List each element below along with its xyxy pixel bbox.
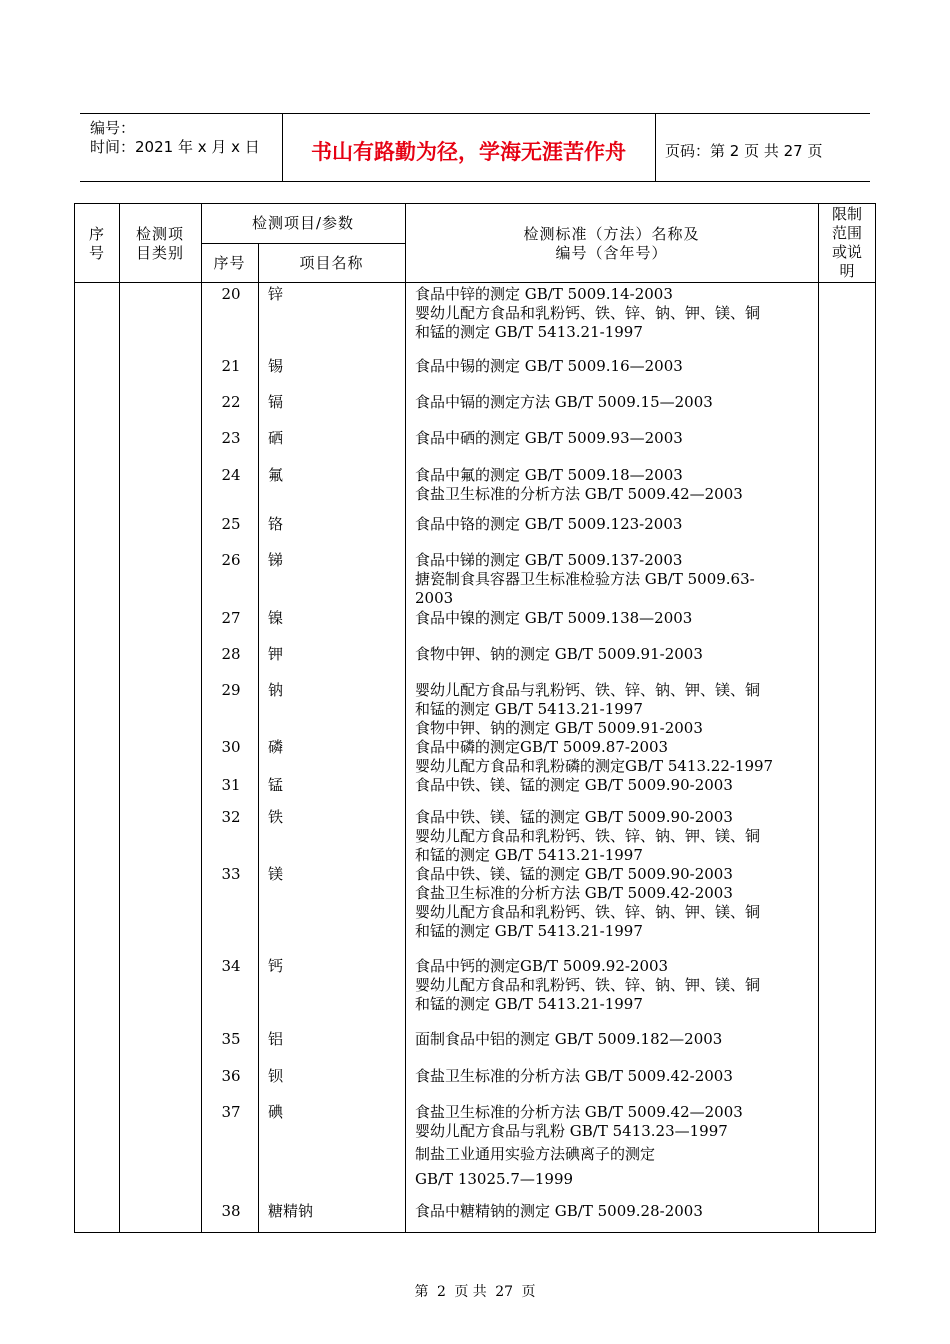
page-footer (0, 1281, 950, 1301)
footer-prefix: 第 (414, 1284, 429, 1300)
motto-banner: 书山有路勤为径，学海无涯苦作舟 (311, 140, 626, 164)
row-standard: 食品中铁、镁、锰的测定 GB/T 5009.90-2003 (415, 865, 733, 883)
row-number: 33 (221, 865, 241, 883)
row-standard: 搪瓷制食具容器卫生标准检验方法 GB/T 5009.63- (415, 570, 755, 588)
grid-line (818, 204, 819, 1232)
row-standard: 食盐卫生标准的分析方法 GB/T 5009.42—2003 (415, 485, 743, 503)
row-number: 20 (221, 285, 241, 303)
row-number: 31 (221, 776, 241, 794)
row-number: 26 (221, 551, 241, 569)
row-standard: 婴幼儿配方食品和乳粉钙、铁、锌、钠、钾、镁、铜 (415, 827, 761, 845)
row-number: 27 (221, 609, 241, 627)
row-standard: 食物中钾、钠的测定 GB/T 5009.91-2003 (415, 645, 703, 663)
row-standard: 食品中锡的测定 GB/T 5009.16—2003 (415, 357, 683, 375)
col-header-limit: 限制 范围 或说 明 (831, 205, 862, 280)
grid-line (201, 204, 202, 1232)
row-item-name: 钾 (268, 645, 284, 663)
row-number: 25 (221, 515, 241, 533)
row-number: 32 (221, 808, 241, 826)
row-item-name: 锰 (268, 776, 284, 794)
row-standard: 食品中磷的测定GB/T 5009.87-2003 (415, 738, 669, 756)
time-label: 时间：2021 年 x 月 x 日 (90, 138, 260, 156)
col-header-sub-name: 项目名称 (299, 254, 364, 272)
footer-total-pages: 27 (495, 1284, 514, 1300)
row-standard: 食盐卫生标准的分析方法 GB/T 5009.42-2003 (415, 884, 733, 902)
row-standard: 制盐工业通用实验方法碘离子的测定 (415, 1145, 656, 1163)
row-number: 30 (221, 738, 241, 756)
grid-line (201, 243, 405, 244)
serial-label: 编号： (90, 119, 136, 137)
row-item-name: 铬 (268, 515, 284, 533)
row-standard: 食盐卫生标准的分析方法 GB/T 5009.42-2003 (415, 1067, 733, 1085)
row-standard: 婴幼儿配方食品和乳粉钙、铁、锌、钠、钾、镁、铜 (415, 304, 761, 322)
row-standard: 婴幼儿配方食品和乳粉磷的测定GB/T 5413.22-1997 (415, 757, 774, 775)
col-header-category: 检测项 目类别 (135, 225, 184, 262)
row-item-name: 铁 (268, 808, 284, 826)
row-standard: 和锰的测定 GB/T 5413.21-1997 (415, 700, 643, 718)
header-bottom-rule (80, 181, 870, 182)
row-number: 36 (221, 1067, 241, 1085)
row-number: 38 (221, 1202, 241, 1220)
row-standard: 食品中锑的测定 GB/T 5009.137-2003 (415, 551, 683, 569)
row-number: 35 (221, 1030, 241, 1048)
row-item-name: 磷 (268, 738, 284, 756)
col-header-group: 检测项目/参数 (251, 214, 355, 232)
row-standard: 食品中钙的测定GB/T 5009.92-2003 (415, 957, 669, 975)
row-number: 34 (221, 957, 241, 975)
row-standard: 和锰的测定 GB/T 5413.21-1997 (415, 995, 643, 1013)
row-item-name: 糖精钠 (268, 1202, 314, 1220)
row-standard: 食品中氟的测定 GB/T 5009.18—2003 (415, 466, 683, 484)
grid-line (258, 243, 259, 1232)
row-standard: 和锰的测定 GB/T 5413.21-1997 (415, 922, 643, 940)
row-number: 24 (221, 466, 241, 484)
row-item-name: 硒 (268, 429, 284, 447)
col-header-standard: 检测标准（方法）名称及 编号（含年号） (523, 225, 700, 262)
row-number: 22 (221, 393, 241, 411)
row-item-name: 镉 (268, 393, 284, 411)
header-top-rule (80, 113, 870, 114)
row-standard: 食品中铁、镁、锰的测定 GB/T 5009.90-2003 (415, 808, 733, 826)
row-item-name: 氟 (268, 466, 284, 484)
row-standard: 和锰的测定 GB/T 5413.21-1997 (415, 323, 643, 341)
row-number: 37 (221, 1103, 241, 1121)
row-standard: 食品中糖精钠的测定 GB/T 5009.28-2003 (415, 1202, 703, 1220)
row-item-name: 锡 (268, 357, 284, 375)
row-standard: 和锰的测定 GB/T 5413.21-1997 (415, 846, 643, 864)
row-standard: 食物中钾、钠的测定 GB/T 5009.91-2003 (415, 719, 703, 737)
row-standard: 食品中镉的测定方法 GB/T 5009.15—2003 (415, 393, 713, 411)
col-header-sub-seq: 序号 (213, 254, 246, 272)
row-item-name: 镁 (268, 865, 284, 883)
row-standard: 食品中镍的测定 GB/T 5009.138—2003 (415, 609, 693, 627)
row-number: 23 (221, 429, 241, 447)
row-standard: 婴幼儿配方食品和乳粉钙、铁、锌、钠、钾、镁、铜 (415, 976, 761, 994)
row-standard: 婴幼儿配方食品和乳粉钙、铁、锌、钠、钾、镁、铜 (415, 903, 761, 921)
row-standard: GB/T 13025.7—1999 (415, 1170, 574, 1188)
row-item-name: 钙 (268, 957, 284, 975)
row-standard: 婴幼儿配方食品与乳粉钙、铁、锌、钠、钾、镁、铜 (415, 681, 761, 699)
row-standard: 2003 (415, 589, 454, 607)
header-bottom-line (75, 282, 875, 283)
row-item-name: 碘 (268, 1103, 284, 1121)
footer-page-number: 2 (436, 1284, 446, 1300)
row-item-name: 钡 (268, 1067, 284, 1085)
row-standard: 食品中铬的测定 GB/T 5009.123-2003 (415, 515, 683, 533)
row-standard: 食品中铁、镁、锰的测定 GB/T 5009.90-2003 (415, 776, 733, 794)
row-standard: 食品中硒的测定 GB/T 5009.93—2003 (415, 429, 683, 447)
row-item-name: 钠 (268, 681, 284, 699)
header-divider (655, 113, 656, 181)
row-number: 28 (221, 645, 241, 663)
row-item-name: 锑 (268, 551, 284, 569)
col-header-seq: 序 号 (88, 225, 104, 262)
row-standard: 食盐卫生标准的分析方法 GB/T 5009.42—2003 (415, 1103, 743, 1121)
row-item-name: 锌 (268, 285, 284, 303)
row-item-name: 镍 (268, 609, 284, 627)
row-standard: 面制食品中铝的测定 GB/T 5009.182—2003 (415, 1030, 723, 1048)
grid-line (405, 204, 406, 1232)
row-standard: 食品中锌的测定 GB/T 5009.14-2003 (415, 285, 673, 303)
footer-suffix: 页 (521, 1284, 536, 1300)
row-number: 21 (221, 357, 241, 375)
row-number: 29 (221, 681, 241, 699)
footer-mid: 页 共 (454, 1284, 487, 1300)
grid-line (119, 204, 120, 1232)
row-standard: 婴幼儿配方食品与乳粉 GB/T 5413.23—1997 (415, 1122, 728, 1140)
row-item-name: 铝 (268, 1030, 284, 1048)
page-label: 页码：第 2 页 共 27 页 (665, 142, 823, 160)
